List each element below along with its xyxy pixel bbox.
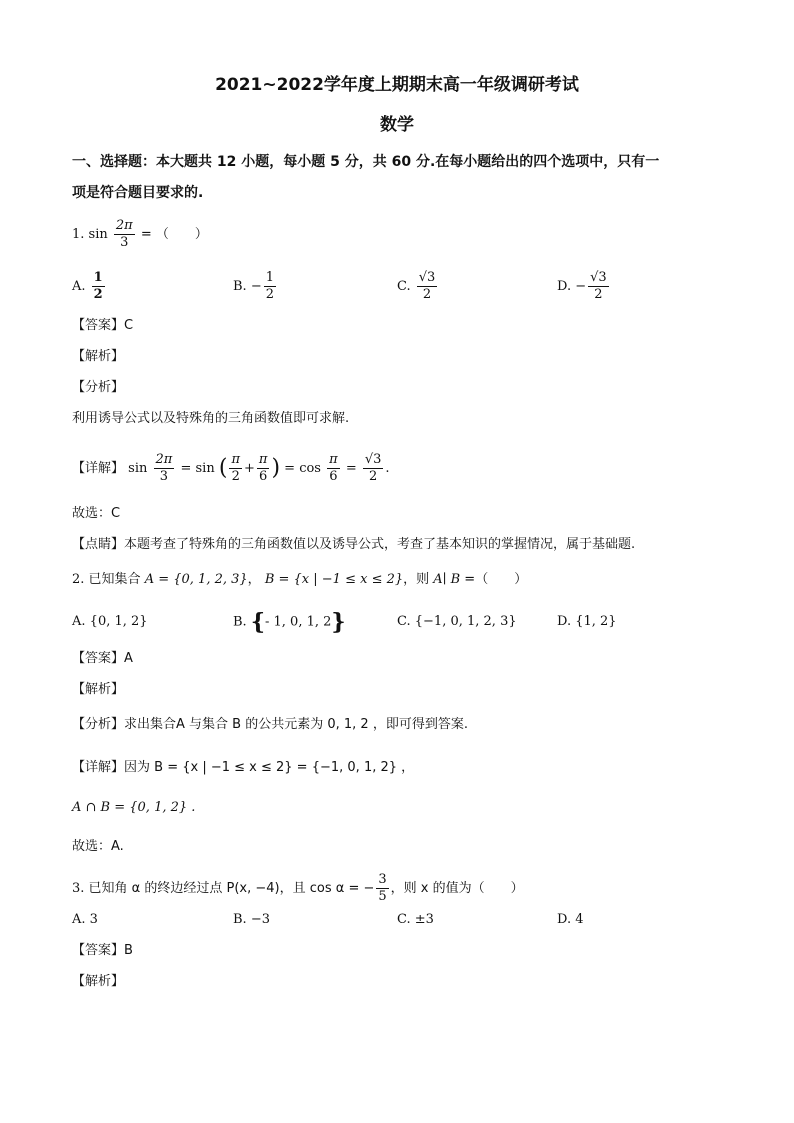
option-value: 4 [575,912,584,927]
answer-label: 【答案】 [72,943,125,958]
fraction [264,270,276,303]
subject-title: 数学 [380,115,414,135]
option-label: D. [557,279,572,294]
q1-fenxi-text: 利用诱导公式以及特殊角的三角函数值即可求解. [72,411,350,426]
denominator: 2 [588,286,609,303]
denominator: 6 [327,468,340,485]
option-label: A. [72,912,86,927]
question-2-stem [72,571,527,589]
q3-option-c [397,911,434,929]
sin-func: sin [88,227,108,242]
stem-tail: = （ ） [140,227,208,242]
option-value: {1, 2} [575,614,617,629]
question-3-stem [72,872,524,905]
left-brace: { [250,609,265,635]
comma: ， [247,572,261,587]
q2-choose [72,838,124,856]
q2-detail [72,759,414,777]
numerator: √3 [364,452,382,467]
option-value: ±3 [414,912,434,927]
q1-fenxi-label: 【分析】 [72,380,125,395]
numerator: π [231,452,240,467]
answer-label: 【答案】 [72,318,125,333]
dianjing-text: 本题考查了特殊角的三角函数值以及诱导公式，考查了基本知识的掌握情况，属于基础题. [124,537,636,552]
question-number: 3. [72,881,85,896]
fraction [154,452,175,485]
fraction [327,452,340,485]
detail-label: 【详解】 [72,461,125,476]
set-a: A = {0, 1, 2, 3} [144,572,248,587]
q3-option-a [72,911,98,929]
option-label: A. [72,614,86,629]
fraction [588,270,609,303]
period: . [385,461,390,476]
denominator: 2 [417,286,438,303]
q1-dianjing [72,536,635,554]
q2-detail-line2: A ∩ B = {0, 1, 2} . [72,800,196,815]
left-paren: ( [218,455,228,481]
fenxi-text: 求出集合A 与集合 B 的公共元素为 0, 1, 2 ，即可得到答案. [124,717,468,732]
q2-analysis-label: 【解析】 [72,682,125,697]
option-label: D. [557,912,572,927]
minus-sign: − [575,279,587,294]
numerator: 1 [93,270,103,285]
denominator: 2 [93,287,103,302]
q1-option-c [397,270,439,303]
equals: = [345,461,357,476]
q1-answer [72,317,133,335]
stem-text: 已知角 α 的终边经过点 P(x, −4)，且 cos α = − [88,881,375,896]
option-label: A. [72,279,86,294]
denominator: 3 [154,468,175,485]
right-brace: } [331,609,346,635]
answer-value: B [124,943,133,958]
equals-cos: = cos [284,461,321,476]
numerator: π [258,452,268,467]
denominator: 2 [363,468,384,485]
fraction [417,270,438,303]
fraction [92,270,105,303]
section-heading-line1: 一、选择题：本大题共 12 小题，每小题 5 分，共 60 分.在每小题给出的四个选项中，只有一 [72,154,660,170]
q1-analysis-label: 【解析】 [72,349,125,364]
sin-func: sin [128,461,148,476]
denominator: 2 [229,468,242,485]
choose-value: A. [111,839,124,854]
q2-answer [72,650,133,668]
numerator: 3 [378,872,387,887]
detail-label: 【详解】 [72,760,125,775]
stem-tail: ，则 x 的值为（ ） [390,881,524,896]
fenxi-label: 【分析】 [72,717,125,732]
question-number: 2. [72,572,85,587]
q3-option-b [233,911,270,929]
numerator: 2π [155,452,173,467]
fraction [229,452,242,485]
option-label: C. [397,912,411,927]
numerator: 1 [265,270,275,285]
q3-answer [72,942,133,960]
question-1-stem [72,218,208,251]
option-label: B. [233,912,247,927]
plus-sign: + [243,461,255,476]
q3-option-d [557,911,584,929]
option-label: B. [233,614,247,630]
section-heading-line2: 项是符合题目要求的. [72,185,204,201]
q2-option-b [233,609,346,635]
choose-value: C [111,506,121,521]
q1-detail [72,452,390,485]
minus-sign: − [250,279,262,294]
q3-analysis-label: 【解析】 [72,974,125,989]
numerator: π [329,452,338,467]
option-value: - 1, 0, 1, 2 [264,614,332,630]
dianjing-label: 【点睛】 [72,537,125,552]
fraction [363,452,384,485]
right-paren: ) [271,455,281,481]
option-value: {0, 1, 2} [89,614,148,629]
q1-choose [72,505,120,523]
equals-sin: = sin [180,461,215,476]
fraction [376,872,388,905]
numerator: √3 [418,270,436,285]
option-label: D. [557,614,572,629]
choose-label: 故选： [72,839,112,854]
denominator: 2 [265,287,275,302]
answer-value: A [124,651,133,666]
fraction [257,452,270,485]
denominator: 5 [378,889,387,904]
detail-text: 因为 B = {x | −1 ≤ x ≤ 2} = {−1, 0, 1, 2} ， [124,760,415,775]
option-value: {−1, 0, 1, 2, 3} [414,614,517,629]
set-b: B = {x | −1 ≤ x ≤ 2} [264,572,404,587]
q2-fenxi [72,716,468,734]
q1-option-b [233,270,278,303]
set-expression: A∣ B [433,572,461,587]
stem-text: 已知集合 [88,572,141,587]
numerator: 2π [115,218,133,233]
q1-option-d [557,270,611,303]
option-label: C. [397,614,411,629]
fraction [114,218,135,251]
denominator: 6 [257,468,270,485]
stem-tail: =（ ） [464,572,528,587]
denominator: 3 [114,234,135,251]
option-label: C. [397,279,411,294]
answer-label: 【答案】 [72,651,125,666]
q1-option-a [72,270,107,303]
answer-value: C [124,318,134,333]
option-value: 3 [89,912,98,927]
exam-title: 2021~2022学年度上期期末高一年级调研考试 [215,75,579,95]
question-number: 1. [72,227,85,242]
option-value: −3 [250,912,270,927]
q2-option-d [557,613,617,631]
q2-option-c [397,613,517,631]
q2-option-a [72,613,148,631]
numerator: √3 [590,270,607,285]
stem-then: ，则 [403,572,430,587]
option-label: B. [233,279,247,294]
choose-label: 故选： [72,506,112,521]
